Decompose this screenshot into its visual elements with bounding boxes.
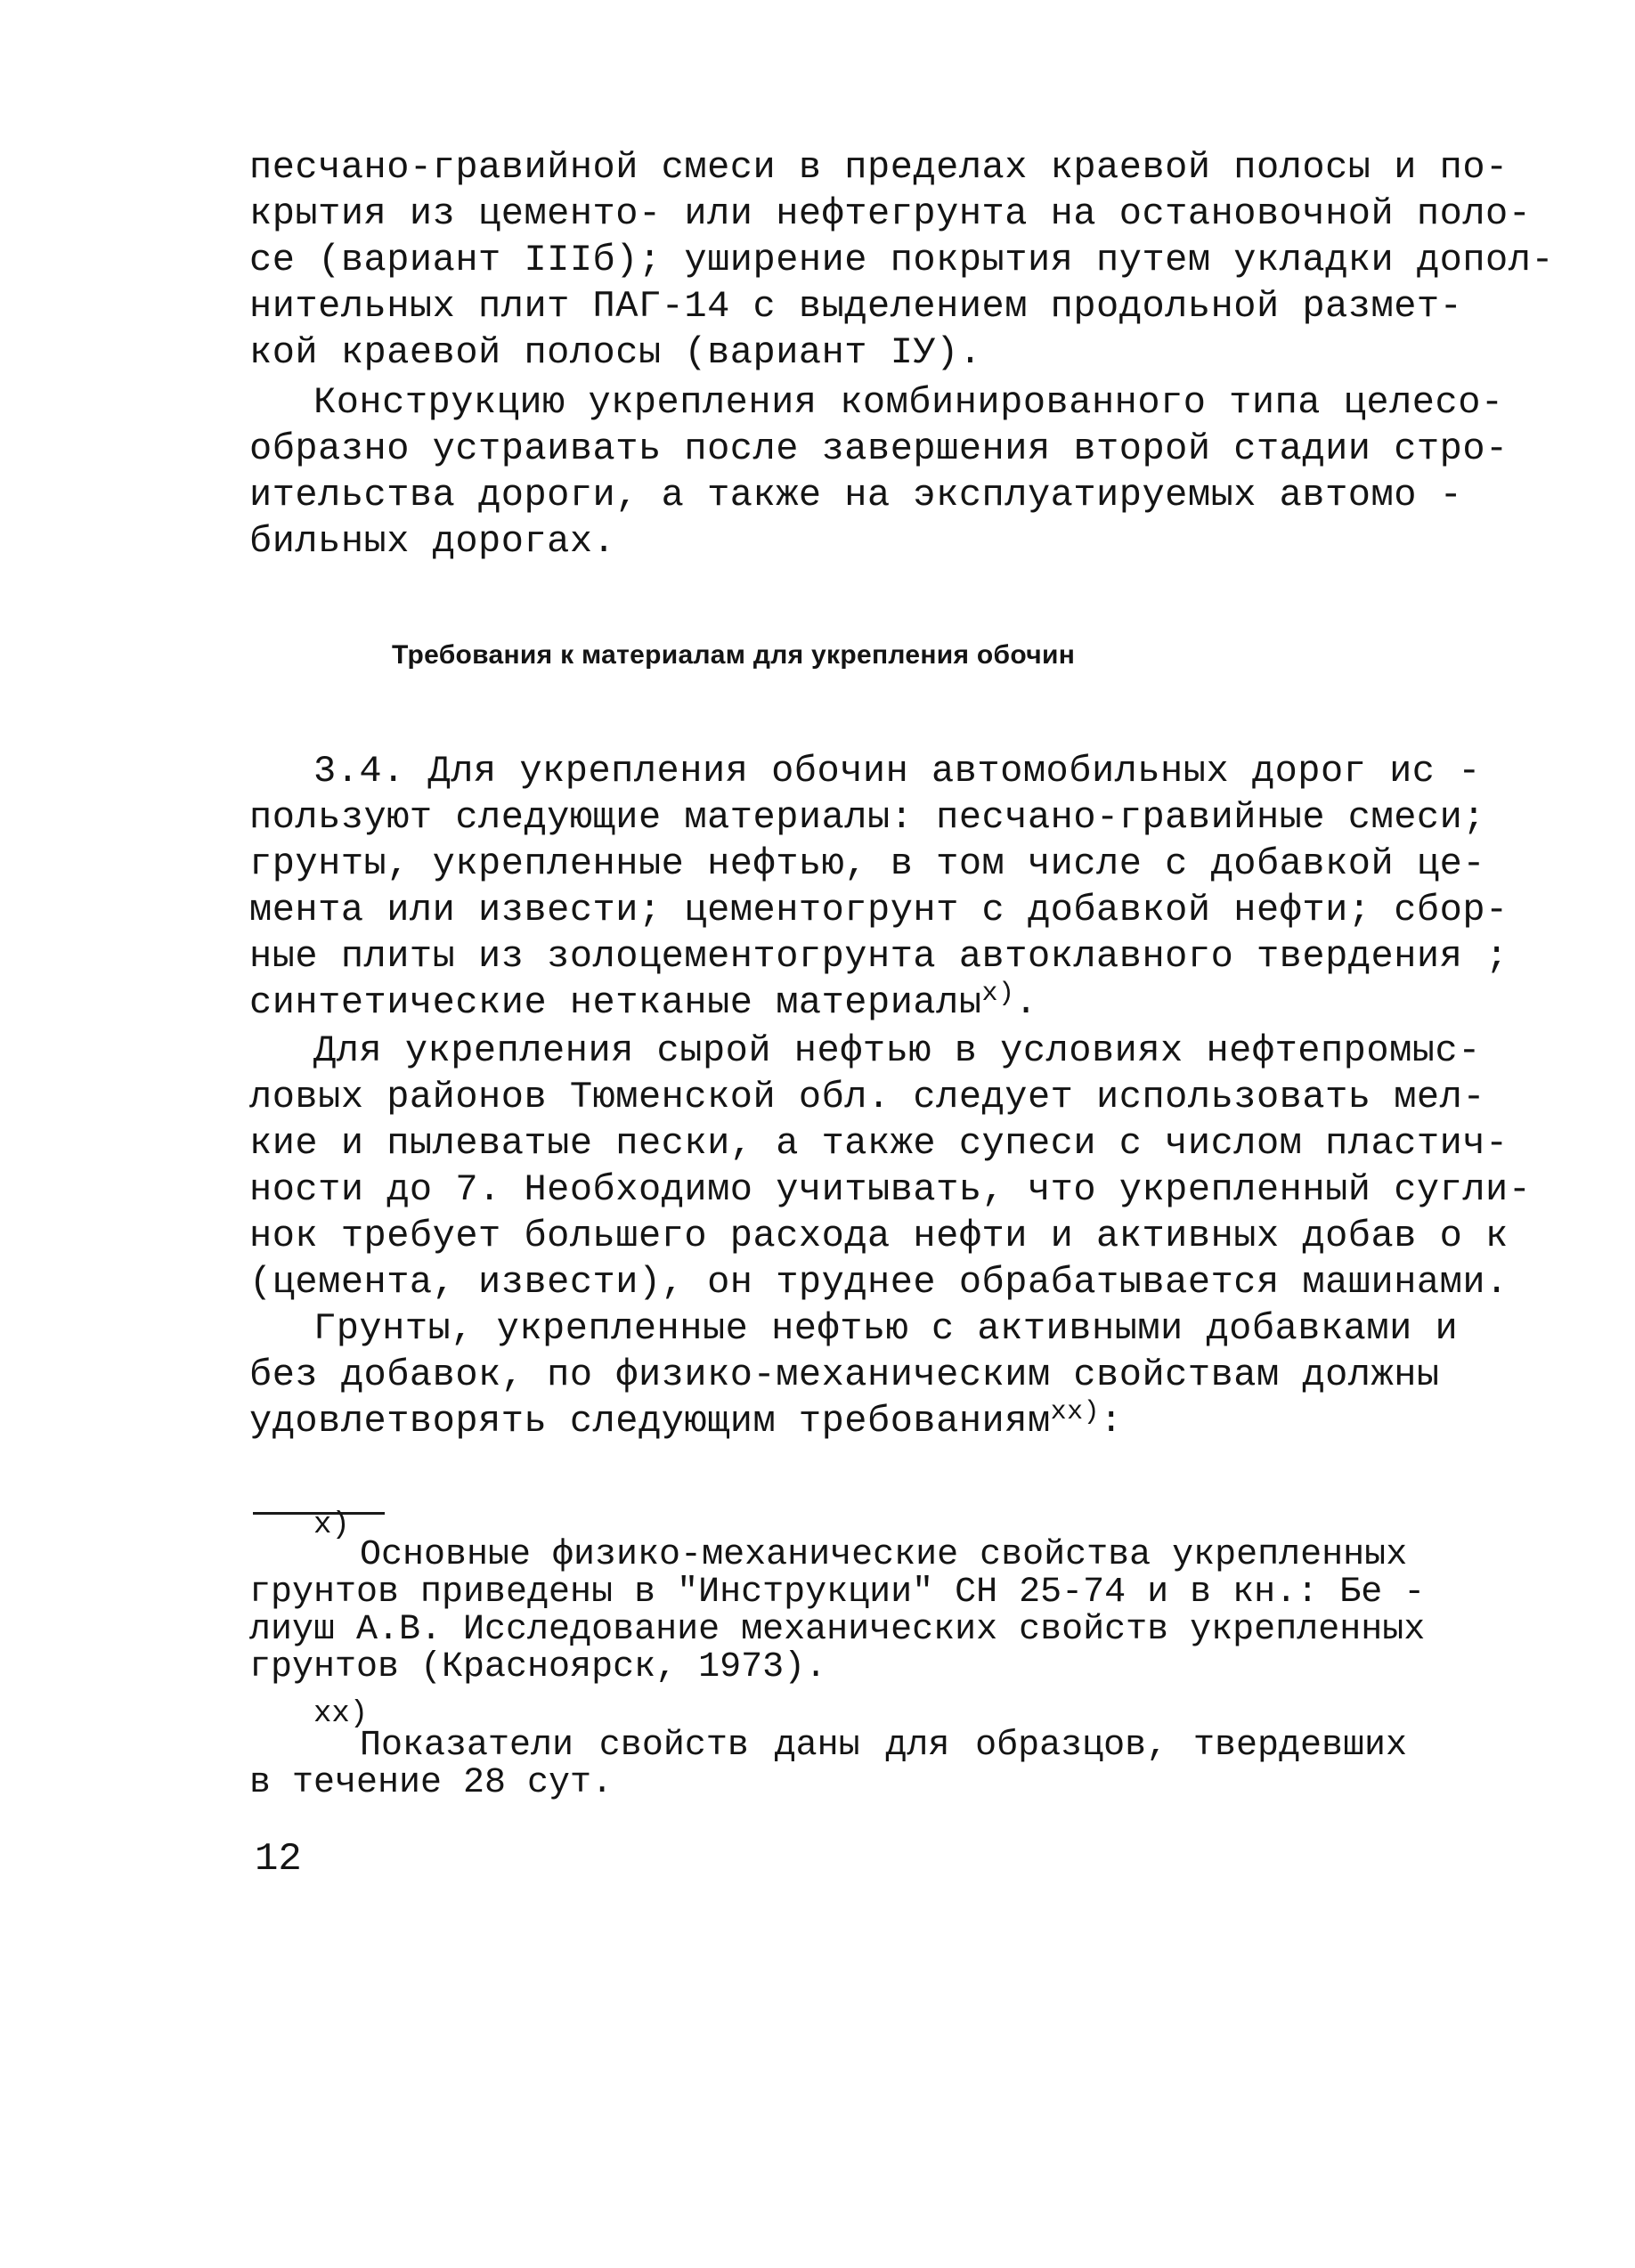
text-line: нок требует большего расхода нефти и активных добав о к bbox=[249, 1215, 1509, 1257]
text-run: удовлетворять следующим требованиям bbox=[249, 1400, 1051, 1443]
text-line: ные плиты из золоцементогрунта автоклавного твердения ; bbox=[249, 935, 1509, 978]
text-line: бильных дорогах. bbox=[249, 520, 616, 563]
footnote-line: Показатели свойств даны для образцов, твердевших bbox=[360, 1726, 1407, 1766]
text-line: ности до 7. Необходимо учитывать, что укрепленный сугли- bbox=[249, 1168, 1532, 1211]
text-line: се (вариант IIIб); уширение покрытия путем укладки допол- bbox=[249, 239, 1555, 281]
text-line: мента или извести; цементогрунт с добавкой нефти; сбор- bbox=[249, 889, 1509, 931]
footnote-line: в течение 28 сут. bbox=[249, 1763, 614, 1803]
text-line: песчано-гравийной смеси в пределах краевой полосы и по- bbox=[249, 146, 1509, 189]
text-line: Для укрепления сырой нефтью в условиях нефтепромыс- bbox=[313, 1029, 1481, 1072]
footnote-reference: хх) bbox=[1050, 1397, 1101, 1427]
text-line: Грунты, укрепленные нефтью с активными добавками и bbox=[313, 1307, 1459, 1350]
footnote-line: Основные физико-механические свойства укрепленных bbox=[360, 1535, 1408, 1575]
text-run: . bbox=[1014, 981, 1038, 1024]
footnote-marker: хх) bbox=[313, 1697, 369, 1731]
footnote-line: грунтов (Красноярск, 1973). bbox=[249, 1647, 827, 1687]
footnote-line: грунтов приведены в "Инструкции" СН 25-74 и в кн.: Бе - bbox=[249, 1573, 1426, 1613]
text-line bbox=[249, 1398, 1407, 1444]
text-line bbox=[249, 980, 1407, 1026]
text-line: Конструкцию укрепления комбинированного типа целесо- bbox=[313, 381, 1504, 424]
text-line: нительных плит ПАГ-14 с выделением продольной размет- bbox=[249, 285, 1463, 328]
text-line: ловых районов Тюменской обл. следует использовать мел- bbox=[249, 1076, 1486, 1118]
section-heading: Требования к материалам для укрепления обочин bbox=[392, 640, 1076, 670]
text-line: грунты, укрепленные нефтью, в том числе с добавкой це- bbox=[249, 842, 1486, 885]
text-line: кие и пылеватые пески, а также супеси с числом пластич- bbox=[249, 1122, 1509, 1165]
text-run: синтетические нетканые материалы bbox=[249, 981, 982, 1024]
text-line: пользуют следующие материалы: песчано-гравийные смеси; bbox=[249, 796, 1486, 839]
text-line: без добавок, по физико-механическим свойствам должны bbox=[249, 1353, 1440, 1396]
text-line: 3.4. Для укрепления обочин автомобильных дорог ис - bbox=[313, 750, 1481, 793]
text-line: (цемента, извести), он труднее обрабатывается машинами. bbox=[249, 1261, 1509, 1304]
footnote-marker: х) bbox=[313, 1508, 350, 1542]
text-line: образно устраивать после завершения второй стадии стро- bbox=[249, 427, 1509, 470]
page-number: 12 bbox=[255, 1837, 302, 1882]
text-line: ительства дороги, а также на эксплуатируемых автомо - bbox=[249, 474, 1463, 516]
text-run: : bbox=[1100, 1400, 1123, 1443]
footnote-line: лиуш А.В. Исследование механических свойств укрепленных bbox=[249, 1610, 1426, 1650]
footnote-reference: х) bbox=[981, 979, 1015, 1009]
text-line: крытия из цементо- или нефтегрунта на остановочной поло- bbox=[249, 192, 1532, 235]
text-line: кой краевой полосы (вариант IУ). bbox=[249, 331, 982, 374]
